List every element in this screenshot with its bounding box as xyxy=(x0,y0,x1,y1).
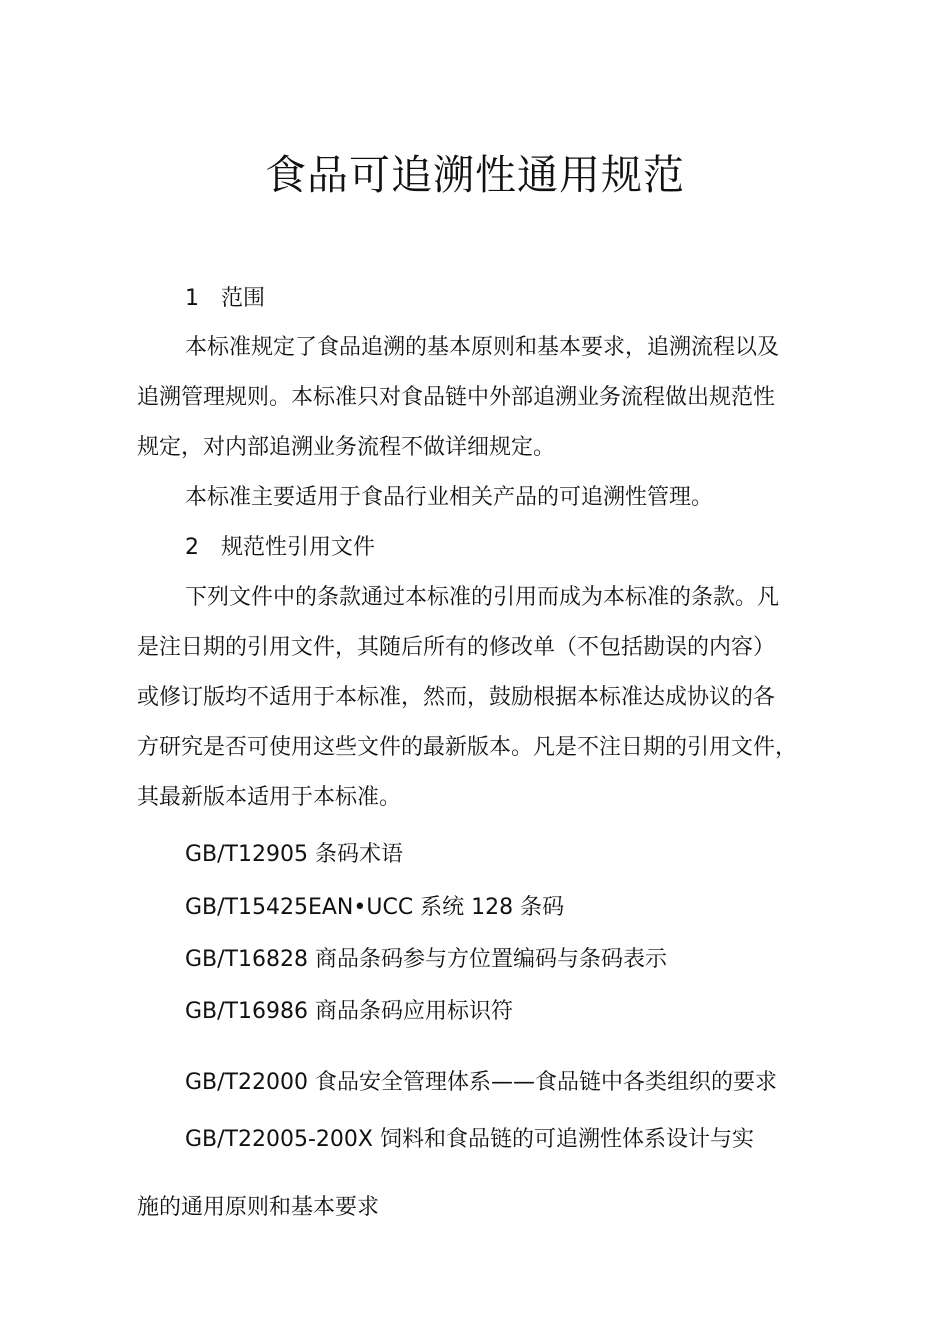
reference-item: GB/T22005-200X 饲料和食品链的可追溯性体系设计与实 xyxy=(185,1127,754,1152)
reference-item: GB/T16828 商品条码参与方位置编码与条码表示 xyxy=(185,947,667,972)
paragraph-line: 规定，对内部追溯业务流程不做详细规定。 xyxy=(137,435,556,460)
reference-item: GB/T22000 食品安全管理体系——食品链中各类组织的要求 xyxy=(185,1070,777,1095)
section-number: 2 xyxy=(185,535,199,560)
section-heading-normative-references xyxy=(185,533,375,563)
section-title: 规范性引用文件 xyxy=(221,535,376,560)
paragraph-line: 追溯管理规则。本标准只对食品链中外部追溯业务流程做出规范性 xyxy=(137,385,776,410)
document-title: 食品可追溯性通用规范 xyxy=(265,151,685,199)
paragraph-line: 本标准主要适用于食品行业相关产品的可追溯性管理。 xyxy=(185,485,714,510)
reference-continuation: 施的通用原则和基本要求 xyxy=(137,1195,380,1220)
paragraph-line: 方研究是否可使用这些文件的最新版本。凡是不注日期的引用文件， xyxy=(137,735,798,760)
paragraph-line: 下列文件中的条款通过本标准的引用而成为本标准的条款。凡 xyxy=(185,585,780,610)
section-heading-scope xyxy=(185,284,265,314)
reference-item: GB/T15425EAN•UCC 系统 128 条码 xyxy=(185,895,565,920)
reference-item: GB/T16986 商品条码应用标识符 xyxy=(185,999,513,1024)
paragraph-line: 是注日期的引用文件，其随后所有的修改单（不包括勘误的内容） xyxy=(137,635,776,660)
section-title: 范围 xyxy=(221,286,266,311)
paragraph-line: 其最新版本适用于本标准。 xyxy=(137,785,402,810)
paragraph-line: 本标准规定了食品追溯的基本原则和基本要求，追溯流程以及 xyxy=(185,335,780,360)
section-number: 1 xyxy=(185,286,199,311)
reference-item: GB/T12905 条码术语 xyxy=(185,842,403,867)
paragraph-line: 或修订版均不适用于本标准，然而，鼓励根据本标准达成协议的各 xyxy=(137,685,776,710)
